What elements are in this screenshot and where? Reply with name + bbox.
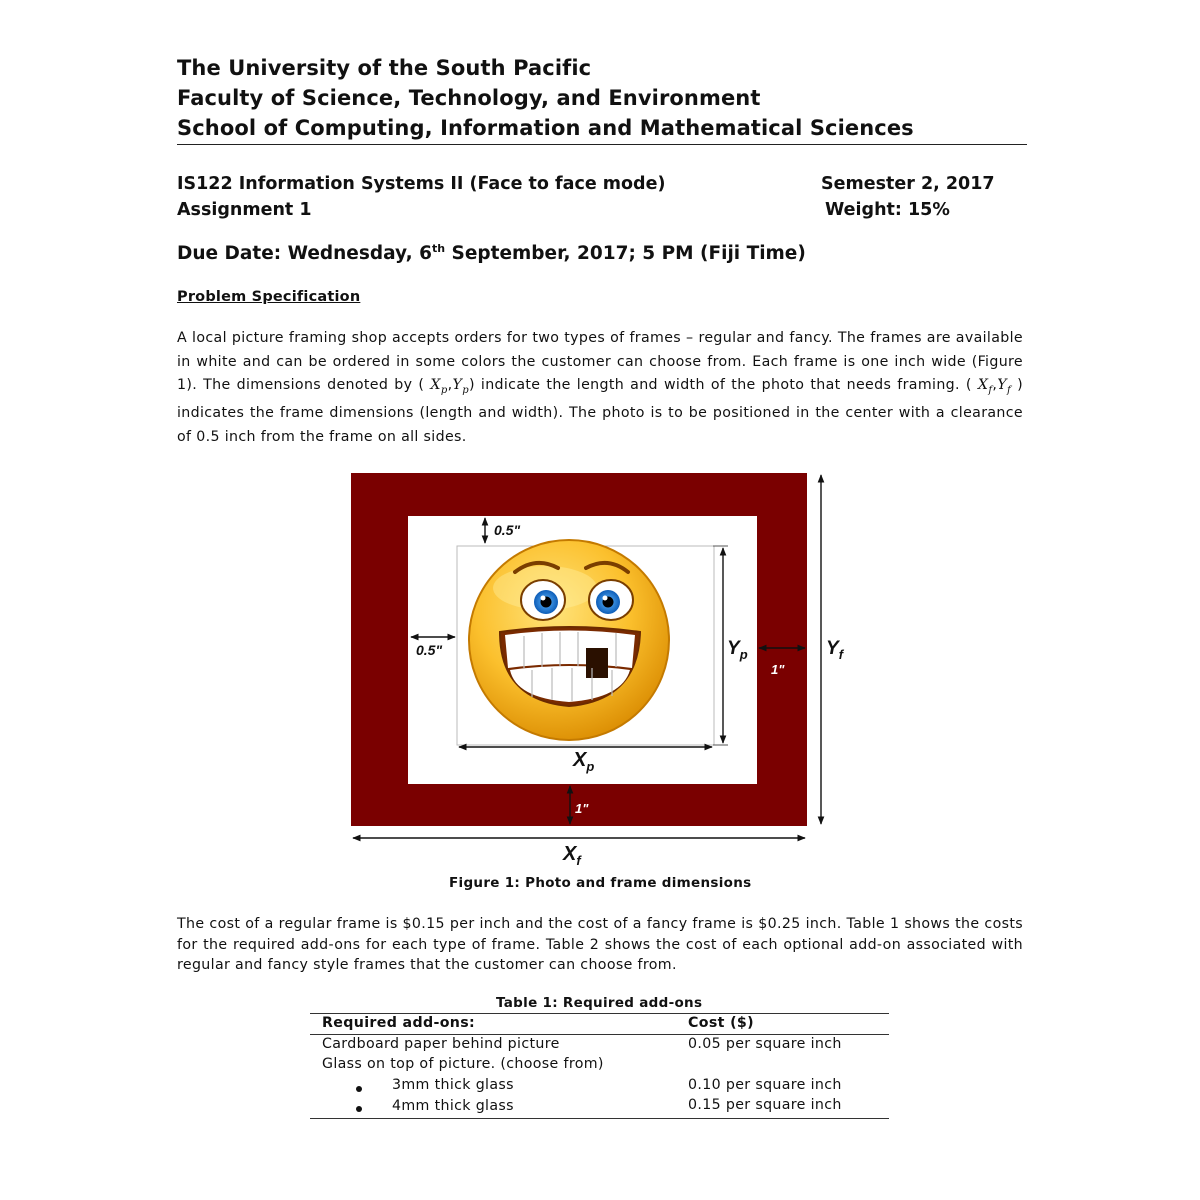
table-header-rule: [310, 1034, 889, 1035]
problem-paragraph: A local picture framing shop accepts orders for two types of frames – regular and fancy. The frames are available in white and can be ordered in some colors the customer can choose from. Each frame is one inch wide (Figure 1). The dimensions denoted by ( $X_p,Y_p$) indicate the length and width of the photo that needs framing. ( $X_f,Y_f$ ) indicates the frame dimensions (length and width). The photo is to be positioned in the center with a clearance of 0.5 inch from the frame on all sides.: [177, 330, 1023, 445]
bullet-icon: [356, 1086, 362, 1092]
weight: Weight: 15%: [825, 200, 950, 220]
table-header-item: Required add-ons:: [322, 1015, 476, 1031]
table-row-item: Cardboard paper behind picture: [322, 1036, 560, 1052]
due-date: Due Date: Wednesday, 6th September, 2017; 5 PM (Fiji Time): [177, 242, 806, 265]
section-heading: Problem Specification: [177, 289, 361, 305]
bullet-icon: [356, 1106, 362, 1112]
clearance-left-label: 0.5": [416, 642, 443, 658]
xp-label: $X_p$: [573, 749, 595, 774]
yp-label: $Y_p$: [727, 638, 748, 662]
table-row-item: 3mm thick glass: [392, 1077, 514, 1093]
table-row-item: 4mm thick glass: [392, 1098, 514, 1114]
table-row-cost: 0.15 per square inch: [688, 1097, 842, 1113]
faculty-name: Faculty of Science, Technology, and Environment: [177, 86, 761, 110]
cost-paragraph: The cost of a regular frame is $0.15 per inch and the cost of a fancy frame is $0.25 inch. Table 1 shows the costs for the required add-ons for each type of frame. Table 2 shows the cost of each optional add-on associated with regular and fancy style frames that the customer can choose from.: [177, 916, 1023, 973]
table-header-cost: Cost ($): [688, 1015, 754, 1031]
assignment-number: Assignment 1: [177, 200, 312, 220]
semester: Semester 2, 2017: [821, 174, 995, 194]
table-row-cost: 0.05 per square inch: [688, 1036, 842, 1052]
table-row-item: Glass on top of picture. (choose from): [322, 1056, 604, 1072]
table-caption: Table 1: Required add-ons: [496, 995, 703, 1011]
xf-label: $X_f$: [563, 843, 581, 868]
university-name: The University of the South Pacific: [177, 56, 592, 80]
smiley-face-icon: [469, 540, 669, 740]
course-title: IS122 Information Systems II (Face to face mode): [177, 174, 666, 194]
table-top-rule: [310, 1013, 889, 1014]
frame-width-right-label: 1": [771, 662, 785, 677]
table-bottom-rule: [310, 1118, 889, 1119]
yf-label: $Y_f$: [826, 638, 844, 662]
clearance-top-label: 0.5": [494, 522, 521, 538]
table-row-cost: 0.10 per square inch: [688, 1077, 842, 1093]
figure-caption: Figure 1: Photo and frame dimensions: [449, 875, 752, 891]
school-name: School of Computing, Information and Mathematical Sciences: [177, 116, 914, 140]
frame-width-bottom-label: 1": [575, 801, 589, 816]
